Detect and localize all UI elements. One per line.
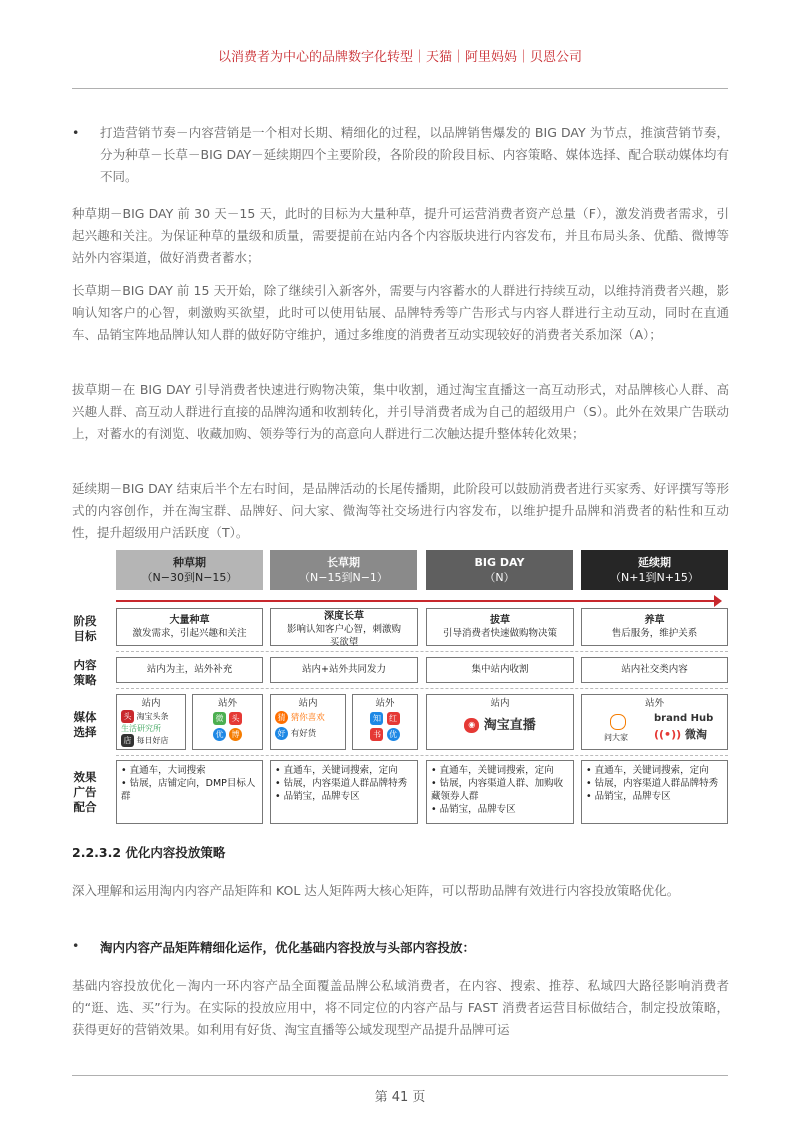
phase-growing: 长草期 （N−15到N−1） [270,550,417,590]
ads-cell: • 直通车，大词搜索 • 钻展，店铺定向，DMP目标人群 [116,760,263,824]
page-header: 以消费者为中心的品牌数字化转型｜天猫｜阿里妈妈｜贝恩公司 [217,50,582,65]
section-intro: 深入理解和运用淘内内容产品矩阵和 KOL 达人矩阵两大核心矩阵，可以帮助品牌有效进行内容投放策略优化。 [72,883,680,898]
good-goods-icon: 好 [275,727,288,740]
wechat-icon: 微 [213,712,226,725]
row-label-ads: 效果广告配合 [73,770,97,814]
ask-everyone-icon [610,714,626,730]
bullet-dot: • [72,125,80,140]
row-divider [116,651,728,652]
media-cell: 站外 知 红 书 优 [352,694,418,750]
paragraph-seeding: 种草期－BIG DAY 前 30 天－15 天，此时的目标为大量种草，提升可运营消费者资产总量（F），激发消费者需求，引起兴趣和关注。为保证种草的量级和质量，需要提前在站内各个内容版块进行内容发布，并且布局头条、优酷、微博等站外内容渠道，做好消费者蓄水； [72,206,729,265]
phase-seeding: 种草期 （N−30到N−15） [116,550,263,590]
weibo-icon: 博 [229,728,242,741]
marketing-rhythm-diagram [72,548,728,828]
youku-icon: 优 [213,728,226,741]
taobao-live-icon: ◉ [464,718,479,733]
page-number: 第 41 页 [374,1090,426,1105]
media-cell: 站外 问大家 brand Hub ((•)) 微淘 [581,694,728,750]
xiaohongshu-icon: 书 [370,728,383,741]
paragraph-growing: 长草期－BIG DAY 前 15 天开始，除了继续引入新客外，需要与内容蓄水的人群进行持续互动，以维持消费者兴趣，影响认知客户的心智，刺激购买欲望，此时可以使用钻展、品牌特秀等广告形式与内容人群进行主动互动，同时在直通车、品销宝阵地品牌认知人群的做好防守维护，通过多维度的消费者互动实现较好的消费者关系加深（A）； [72,283,729,342]
brand-hub-logo: brand Hub [654,713,714,724]
row-divider [116,688,728,689]
phase-continuation: 延续期 （N+1到N+15） [581,550,728,590]
strategy-cell: 站内社交类内容 [581,657,728,683]
phase-big-day: BIG DAY （N） [426,550,573,590]
media-cell: 站内 ◉ 淘宝直播 [426,694,574,750]
strategy-cell: 站内为主，站外补充 [116,657,263,683]
life-institute-logo: 生活研究所 [121,724,161,733]
strategy-cell: 站内+站外共同发力 [270,657,418,683]
timeline-arrow [116,600,716,602]
row-label-strategy: 内容策略 [73,658,97,687]
paragraph-harvest: 拔草期－在 BIG DAY 引导消费者快速进行购物决策，集中收割，通过淘宝直播这一高互动形式，对品牌核心人群、高兴趣人群、高互动人群进行直接的品牌沟通和收割转化，并引导消费者成为自己的超级用户（S）。此外在效果广告联动上，对蓄水的有浏览、收藏加购、领券等行为的高意向人群进行二次触达提升整体转化效果； [72,382,729,441]
strategy-cell: 集中站内收割 [426,657,574,683]
goal-cell: 养草 售后服务，维护关系 [581,608,728,646]
row-divider [116,755,728,756]
goal-cell: 拔草 引导消费者快速做购物决策 [426,608,574,646]
red-app-icon: 红 [387,712,400,725]
header-divider [72,88,728,89]
toutiao-icon: 头 [229,712,242,725]
ads-cell: • 直通车，关键词搜索，定向 • 钻展，内容渠道人群品牌特秀 • 品销宝，品牌专区 [270,760,418,824]
paragraph-continuation: 延续期－BIG DAY 结束后半个左右时间，是品牌活动的长尾传播期，此阶段可以鼓励消费者进行买家秀、好评撰写等形式的内容创作，并在淘宝群、品牌好、问大家、微淘等社交场进行内容发布，以维护提升品牌和消费者的粘性和互动性，提升超级用户活跃度（T）。 [72,481,729,540]
media-cell: 站外 微 头 优 博 [192,694,263,750]
section-heading: 2.2.3.2 优化内容投放策略 [72,845,226,860]
footer-divider [72,1075,728,1076]
weitao-icon: ((•)) [654,728,682,741]
row-label-goal: 阶段目标 [73,614,97,643]
youku-icon: 优 [387,728,400,741]
intro-bullet-text: 打造营销节奏－内容营销是一个相对长期、精细化的过程，以品牌销售爆发的 BIG DAY 为节点，推演营销节奏，分为种草－长草－BIG DAY－延续期四个主要阶段，各阶段的阶段目标、内容策略、媒体选择、配合联动媒体均有不同。 [100,125,729,184]
goal-cell: 大量种草 激发需求，引起兴趣和关注 [116,608,263,646]
zhihu-icon: 知 [370,712,383,725]
media-cell: 站内 猜 猜你喜欢 好 有好货 [270,694,346,750]
media-cell: 站内 头 淘宝头条 生活研究所 店 每日好店 [116,694,186,750]
section-body: 基础内容投放优化－淘内一环内容产品全面覆盖品牌公私域消费者，在内容、搜索、推荐、私域四大路径影响消费者的“逛、选、买”行为。在实际的投放应用中，将不同定位的内容产品与 FAST 消费者运营目标做结合，制定投放策略，获得更好的营销效果。如利用有好货、淘宝直播等公域发现型产品提升品牌可运 [72,978,729,1037]
taobao-headline-icon: 头 [121,710,134,723]
goal-cell: 深度长草 影响认知客户心智，刺激购买欲望 [270,608,418,646]
timeline-arrowhead [714,595,722,607]
ads-cell: • 直通车，关键词搜索，定向 • 钻展，内容渠道人群品牌特秀 • 品销宝，品牌专区 [581,760,728,824]
daily-shop-icon: 店 [121,734,134,747]
ads-cell: • 直通车，关键词搜索，定向 • 钻展，内容渠道人群、加购收藏领券人群 • 品销宝，品牌专区 [426,760,574,824]
bullet-dot: • [72,938,80,953]
bold-bullet-text: 淘内内容产品矩阵精细化运作，优化基础内容投放与头部内容投放： [100,940,476,955]
guess-you-like-icon: 猜 [275,711,288,724]
row-label-media: 媒体选择 [73,710,97,739]
